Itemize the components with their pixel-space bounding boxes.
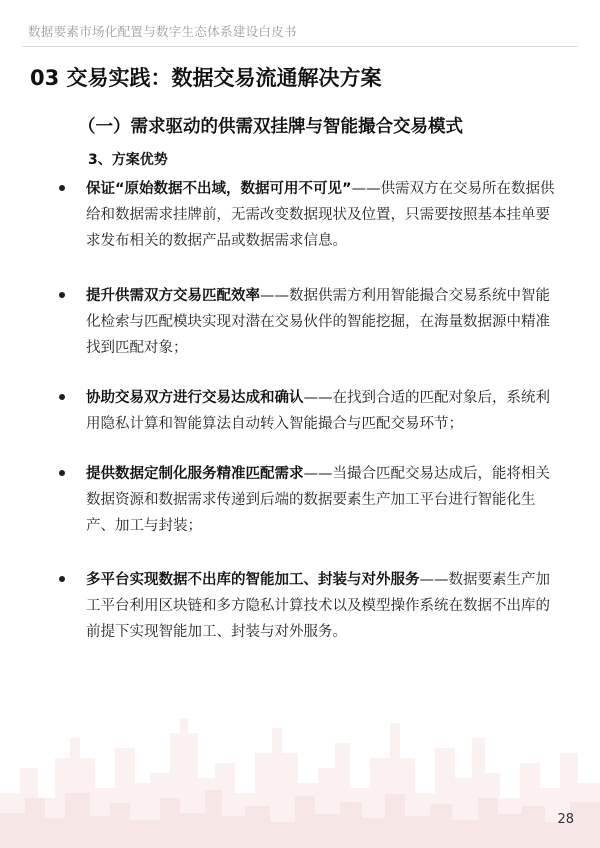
page-number: 28	[557, 812, 574, 827]
list-item	[86, 283, 562, 361]
bullet-body-text: ——供需双方在交易所在数据供给和数据需求挂牌前，无需改变数据现状及位置，只需要按照基本挂单要求发布相关的数据产品或数据需求信息。	[86, 181, 555, 249]
bullet-icon	[59, 576, 65, 582]
bullet-icon	[59, 470, 65, 476]
list-item	[86, 461, 562, 539]
bullet-bold-text: 保证“原始数据不出域，数据可用不可见”	[86, 181, 352, 197]
list-item	[86, 176, 562, 254]
list-item	[86, 385, 562, 437]
bullet-icon	[59, 394, 65, 400]
bullet-icon	[59, 185, 65, 191]
bullet-icon	[59, 292, 65, 298]
section-title: 03 交易实践：数据交易流通解决方案	[30, 66, 382, 90]
document-title: 数据要素市场化配置与数字生态体系建设白皮书	[28, 24, 297, 39]
bullet-bold-text: 提升供需双方交易匹配效率	[86, 288, 260, 304]
bullet-body-text: ——数据供需方利用智能撮合交易系统中智能化检索与匹配模块实现对潜在交易伙伴的智能挖掘，在海量数据源中精准找到匹配对象；	[86, 288, 550, 356]
bullet-body-text: ——当撮合匹配交易达成后，能将相关数据资源和数据需求传递到后端的数据要素生产加工平台进行智能化生产、加工与封装；	[86, 466, 550, 534]
list-item	[86, 567, 562, 645]
bullet-bold-text: 提供数据定制化服务精准匹配需求	[86, 466, 304, 482]
bullet-body-text: ——数据要素生产加工平台利用区块链和多方隐私计算技术以及模型操作系统在数据不出库的前提下实现智能加工、封装与对外服务。	[86, 572, 550, 640]
point-heading: 3、方案优势	[88, 152, 168, 168]
city-skyline-watermark	[0, 698, 600, 848]
bullet-bold-text: 协助交易双方进行交易达成和确认	[86, 390, 304, 406]
bullet-body-text: ——在找到合适的匹配对象后，系统利用隐私计算和智能算法自动转入智能撮合与匹配交易环节；	[86, 390, 550, 432]
bullet-bold-text: 多平台实现数据不出库的智能加工、封装与对外服务	[86, 572, 420, 588]
subsection-title: （一）需求驱动的供需双挂牌与智能撮合交易模式	[78, 117, 463, 137]
